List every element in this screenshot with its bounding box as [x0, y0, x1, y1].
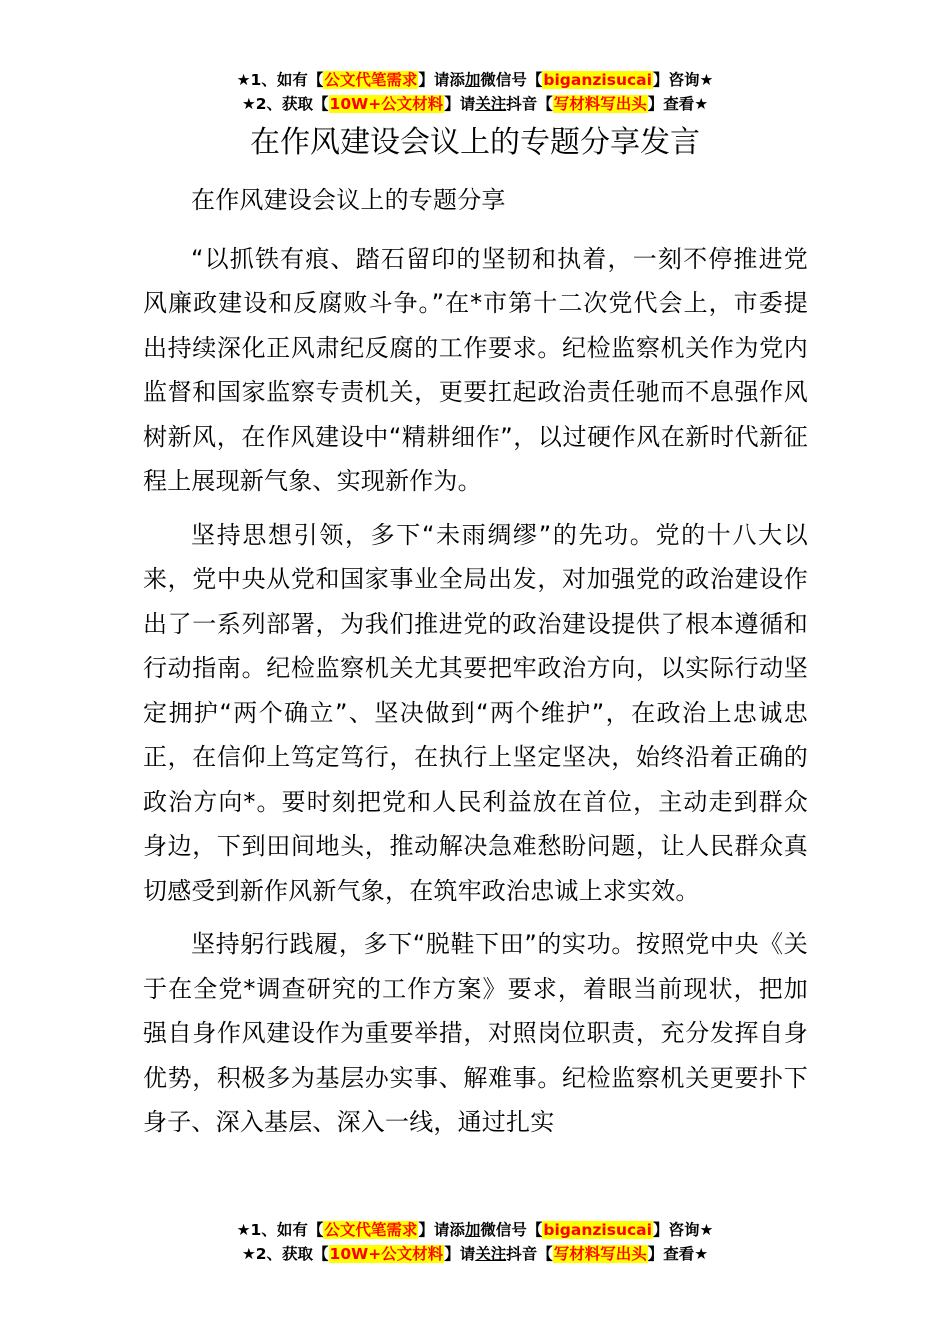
banner-text: ★2、获取【 — [241, 95, 329, 113]
body-paragraph: 坚持思想引领，多下“未雨绸缪”的先功。党的十八大以来，党中央从党和国家事业全局出发，对加强党的政治建设作出了一系列部署，为我们推进党的政治建设提供了根本遵循和行动指南。纪检监察机关尤其要把牢政治方向，以实际行动坚定拥护“两个确立”、坚决做到“两个维护”，在政治上忠诚忠正，在信仰上笃定笃行，在执行上坚定坚决，始终沿着正确的政治方向*。要时刻把党和人民利益放在首位，主动走到群众身边，下到田间地头，推动解决急难愁盼问题，让人民群众真切感受到新作风新气象，在筑牢政治忠诚上求实效。 — [143, 520, 808, 905]
banner-underline: 加 — [464, 71, 481, 89]
banner-text: 】请 — [444, 95, 476, 113]
banner-douyin-id: 写材料写出头 — [553, 1245, 647, 1263]
footer-banner — [0, 1218, 950, 1266]
banner-text: 抖音【 — [506, 1245, 553, 1263]
banner-text: 】咨询★ — [652, 1221, 714, 1239]
banner-wechat-id: biganzisucai — [543, 1221, 652, 1239]
banner-highlight: 10W+公文材料 — [329, 1245, 444, 1263]
header-banner — [0, 68, 950, 116]
banner-highlight: 公文代笔需求 — [324, 1221, 418, 1239]
banner-line-1 — [0, 1218, 950, 1242]
banner-underline: 关注 — [475, 95, 507, 113]
banner-line-1 — [0, 68, 950, 92]
banner-line-2 — [0, 92, 950, 116]
banner-line-2 — [0, 1242, 950, 1266]
banner-text: ★2、获取【 — [241, 1245, 329, 1263]
banner-text: ★1、如有【 — [236, 1221, 324, 1239]
banner-wechat-id: biganzisucai — [543, 71, 652, 89]
banner-underline: 加 — [464, 1221, 481, 1239]
banner-douyin-id: 写材料写出头 — [553, 95, 647, 113]
banner-text: 】咨询★ — [652, 71, 714, 89]
banner-text: ★1、如有【 — [236, 71, 324, 89]
banner-text: 】查看★ — [647, 1245, 709, 1263]
banner-text: 微信号【 — [480, 1221, 543, 1239]
banner-underline: 关注 — [475, 1245, 507, 1263]
body-paragraph: “以抓铁有痕、踏石留印的坚韧和执着，一刻不停推进党风廉政建设和反腐败斗争。”在*市第十二次党代会上，市委提出持续深化正风肃纪反腐的工作要求。纪检监察机关作为党内监督和国家监察专责机关，更要扛起政治责任驰而不息强作风树新风，在作风建设中“精耕细作”，以过硬作风在新时代新征程上展现新气象、实现新作为。 — [143, 244, 808, 495]
banner-text: 】查看★ — [647, 95, 709, 113]
banner-text: 抖音【 — [506, 95, 553, 113]
document-subtitle: 在作风建设会议上的专题分享 — [191, 186, 506, 214]
body-paragraph: 坚持躬行践履，多下“脱鞋下田”的实功。按照党中央《关于在全党*调查研究的工作方案》要求，着眼当前现状，把加强自身作风建设作为重要举措，对照岗位职责，充分发挥自身优势，积极多为基层办实事、解难事。纪检监察机关更要扑下身子、深入基层、深入一线，通过扎实 — [143, 930, 808, 1136]
banner-highlight: 10W+公文材料 — [329, 95, 444, 113]
banner-text: 】请 — [444, 1245, 476, 1263]
banner-highlight: 公文代笔需求 — [324, 71, 418, 89]
banner-text: 】请添 — [418, 1221, 465, 1239]
banner-text: 微信号【 — [480, 71, 543, 89]
document-body — [143, 178, 808, 1154]
document-title: 在作风建设会议上的专题分享发言 — [250, 125, 700, 160]
banner-text: 】请添 — [418, 71, 465, 89]
